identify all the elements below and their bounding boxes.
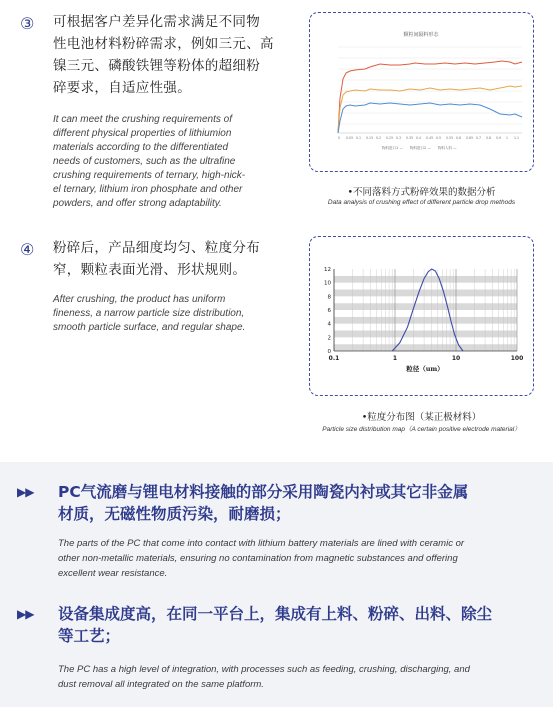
svg-text:0.2: 0.2 bbox=[376, 136, 382, 140]
bullet1-arrow-icon: ▶▶ bbox=[17, 485, 34, 499]
item-number-3: ③ bbox=[20, 14, 35, 33]
item3-en-line: different physical properties of lithiumion bbox=[53, 128, 232, 139]
bullet2-heading-line: 设备集成度高，在同一平台上，集成有上料、粉碎、出料、除尘 bbox=[58, 605, 493, 623]
figure2-grid-band bbox=[334, 324, 517, 331]
bullet1-heading-line: PC气流磨与锂电材料接触的部分采用陶瓷内衬或其它非金属 bbox=[58, 483, 469, 501]
svg-text:0.45: 0.45 bbox=[426, 136, 434, 140]
figure2-y-tick-label: 8 bbox=[327, 294, 331, 301]
figure1-series-blue bbox=[338, 103, 522, 133]
bullet1-heading-line: 材质，无磁性物质污染，耐磨损； bbox=[58, 505, 291, 523]
figure2-grid-band bbox=[334, 296, 517, 303]
svg-text:0.5: 0.5 bbox=[436, 136, 442, 140]
figure2-grid-band bbox=[334, 344, 517, 351]
figure1-legend-item: 物料进口2 — bbox=[410, 146, 431, 150]
figure2-grid-band bbox=[334, 331, 517, 338]
bullet2-en-line: dust removal all integrated on the same platform. bbox=[58, 679, 264, 690]
figure2-psd-chart bbox=[310, 237, 532, 394]
figure2-grid-band bbox=[334, 290, 517, 297]
figure2-grid-band bbox=[334, 303, 517, 310]
svg-text:0.55: 0.55 bbox=[446, 136, 454, 140]
figure2-y-tick-labels bbox=[324, 267, 332, 355]
svg-text:0.4: 0.4 bbox=[416, 136, 422, 140]
figure2-y-tick-label: 2 bbox=[327, 335, 331, 342]
figure1-panel bbox=[309, 12, 534, 172]
bullet2-arrow-icon: ▶▶ bbox=[17, 607, 34, 621]
figure1-legend-item: 物料入料 — bbox=[438, 146, 457, 150]
item3-zh-line: 碎要求，自适应性强。 bbox=[53, 80, 191, 96]
svg-text:0.05: 0.05 bbox=[346, 136, 354, 140]
bullet1-en-line: other non-metallic materials, ensuring no contamination from magnetic substances and offering bbox=[58, 553, 458, 564]
figure2-x-tick-label: 10 bbox=[451, 355, 461, 362]
figure1-line-chart bbox=[310, 13, 532, 170]
svg-text:0.25: 0.25 bbox=[386, 136, 394, 140]
figure2-y-tick-label: 0 bbox=[327, 349, 331, 355]
item3-zh-line: 性电池材料粉碎需求，例如三元、高 bbox=[53, 36, 274, 52]
figure1-legend bbox=[382, 145, 457, 150]
figure1-caption-zh: •不同落料方式粉碎效果的数据分析 bbox=[347, 187, 496, 198]
item3-en-line: needs of customers, such as the ultrafine bbox=[53, 156, 236, 167]
figure1-inner-title: 颗粒间隔料形态 bbox=[403, 32, 439, 38]
svg-text:0.1: 0.1 bbox=[356, 136, 362, 140]
bullet1-en-line: The parts of the PC that come into contact with lithium battery materials are lined with ceramic or bbox=[58, 538, 465, 549]
item3-en-line: crushing requirements of ternary, high-nick- bbox=[53, 170, 246, 181]
figure2-y-tick-label: 12 bbox=[324, 267, 331, 273]
item3-en-line: materials according to the differentiated bbox=[53, 142, 229, 153]
svg-text:0.35: 0.35 bbox=[406, 136, 414, 140]
figure1-series-red bbox=[338, 61, 522, 133]
figure2-grid-band bbox=[334, 337, 517, 344]
figure2-caption-zh: •粒度分布图（某正极材料） bbox=[361, 412, 482, 423]
figure2-y-tick-label: 6 bbox=[327, 308, 331, 314]
figure1-caption-en: Data analysis of crushing effect of different particle drop methods bbox=[327, 199, 516, 206]
svg-text:1.1: 1.1 bbox=[514, 136, 520, 140]
svg-text:0.15: 0.15 bbox=[366, 136, 374, 140]
item4-zh-line: 粉碎后，产品细度均匀、粒度分布 bbox=[53, 240, 260, 256]
figure2-y-tick-label: 4 bbox=[327, 321, 331, 328]
figure2-caption-en: Particle size distribution map（A certain positive electrode material） bbox=[322, 426, 521, 433]
figure2-x-axis-label: 粒径（um） bbox=[406, 365, 444, 373]
item4-en-line: smooth particle surface, and regular shape. bbox=[53, 322, 246, 333]
svg-text:0: 0 bbox=[338, 136, 341, 140]
figure2-grid-bands bbox=[334, 269, 517, 351]
figure2-grid-band bbox=[334, 317, 517, 324]
svg-text:0.8: 0.8 bbox=[486, 136, 492, 140]
item3-en-line: It can meet the crushing requirements of bbox=[53, 114, 232, 125]
figure2-grid-band bbox=[334, 269, 517, 276]
svg-text:1: 1 bbox=[506, 136, 509, 140]
figure2-x-tick-labels bbox=[329, 355, 524, 362]
bullet1-en-line: excellent wear resistance. bbox=[58, 568, 168, 579]
item3-en-line: powders, and offer strong adaptability. bbox=[53, 198, 222, 209]
svg-text:0.65: 0.65 bbox=[466, 136, 474, 140]
item4-en-line: After crushing, the product has uniform bbox=[53, 294, 226, 305]
item-number-4: ④ bbox=[20, 240, 35, 259]
figure2-panel bbox=[309, 236, 534, 396]
figure1-x-tick-labels bbox=[338, 136, 519, 140]
figure2-grid-band bbox=[334, 283, 517, 290]
item4-zh-line: 窄，颗粒表面光滑、形状规则。 bbox=[53, 262, 247, 278]
figure1-series-orange bbox=[338, 86, 522, 133]
bullet2-en-line: The PC has a high level of integration, with processes such as feeding, crushing, discharging, and bbox=[58, 664, 470, 675]
item3-zh-line: 镍三元、磷酸铁锂等粉体的超细粉 bbox=[53, 58, 260, 74]
figure1-gridlines bbox=[338, 47, 522, 124]
item3-en-line: el ternary, lithium iron phosphate and other bbox=[53, 184, 243, 195]
figure2-x-tick-label: 1 bbox=[392, 355, 398, 362]
figure2-x-tick-label: 0.1 bbox=[328, 355, 340, 362]
svg-text:0.6: 0.6 bbox=[456, 136, 462, 140]
svg-text:0.7: 0.7 bbox=[476, 136, 482, 140]
svg-text:0.9: 0.9 bbox=[496, 136, 502, 140]
item3-zh-line: 可根据客户差异化需求满足不同物 bbox=[53, 14, 260, 30]
bullet2-heading-line: 等工艺； bbox=[58, 627, 121, 645]
figure2-grid-band bbox=[334, 310, 517, 317]
figure2-y-tick-label: 10 bbox=[324, 280, 331, 287]
figure1-legend-item: 物料进口1 — bbox=[382, 146, 403, 150]
figure2-x-tick-label: 100 bbox=[510, 355, 524, 362]
item4-en-line: fineness, a narrow particle size distribution, bbox=[53, 308, 245, 319]
svg-text:0.3: 0.3 bbox=[396, 136, 402, 140]
